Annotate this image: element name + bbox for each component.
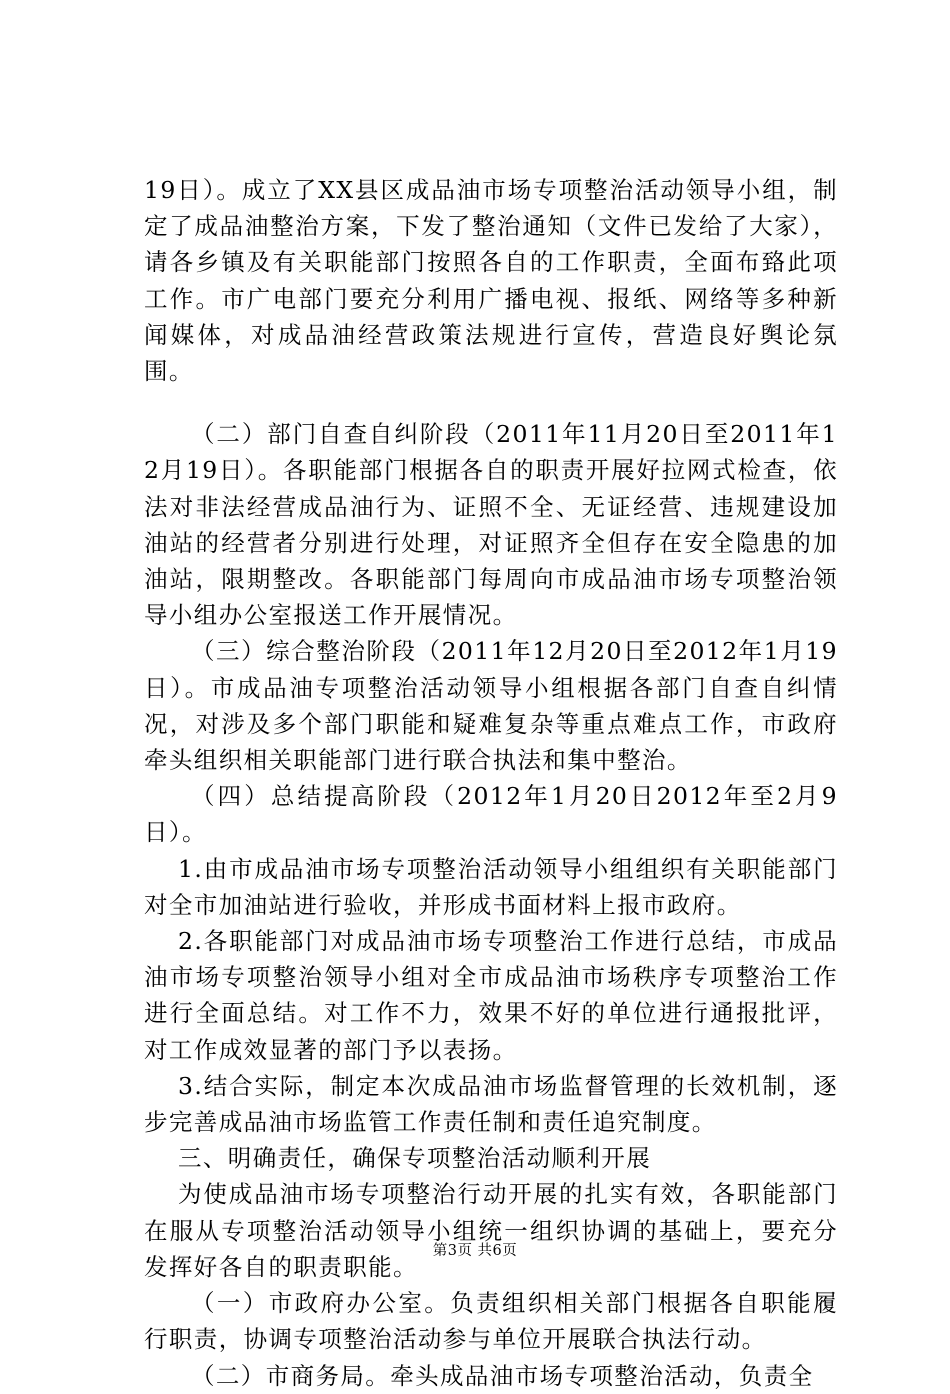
paragraph-item-three: 3.结合实际，制定本次成品油市场监督管理的长效机制，逐步完善成品油市场监管工作责任制和责任追究制度。 (144, 1071, 838, 1137)
paragraph-stage-three: （三）综合整治阶段（2011年12月20日至2012年1月19日）。市成品油专项整治活动领导小组根据各部门自查自纠情况，对涉及多个部门职能和疑难复杂等重点难点工作，市政府牵头组织相关职能部门进行联合执法和集中整治。 (144, 637, 838, 775)
section-heading-responsibility: 三、明确责任，确保专项整治活动顺利开展 (178, 1144, 652, 1173)
paragraph-stage-four: （四）总结提高阶段（2012年1月20日2012年至2月9日）。 (144, 782, 838, 847)
paragraph-item-two: 2.各职能部门对成品油市场专项整治工作进行总结，市成品油市场专项整治领导小组对全市成品油市场秩序专项整治工作进行全面总结。对工作不力，效果不好的单位进行通报批评，对工作成效显著的部门予以表扬。 (144, 927, 838, 1064)
paragraph-gap (144, 389, 838, 416)
page-number-footer: 第3页 共6页 (432, 1243, 518, 1259)
paragraph-item-one: 1.由市成品油市场专项整治活动领导小组组织有关职能部门对全市加油站进行验收，并形成书面材料上报市政府。 (144, 854, 838, 919)
paragraph-stage-two: （二）部门自查自纠阶段（2011年11月20日至2011年12月19日）。各职能部门根据各自的职责开展好拉网式检查，依法对非法经营成品油行为、证照不全、无证经营、违规建设加油站的经营者分别进行处理，对证照齐全但存在安全隐患的加油站，限期整改。各职能部门每周向市成品油市场专项整治领导小组办公室报送工作开展情况。 (144, 420, 838, 630)
paragraph-city-government-office: （一）市政府办公室。负责组织相关部门根据各自职能履行职责，协调专项整治活动参与单位开展联合执法行动。 (144, 1289, 838, 1354)
paragraph-commerce-bureau: （二）市商务局。牵头成品油市场专项整治活动，负责全 (191, 1361, 814, 1390)
document-body (144, 172, 838, 1394)
paragraph-responsibility-intro: 为使成品油市场专项整治行动开展的扎实有效，各职能部门在服从专项整治活动领导小组统一组织协调的基础上，要充分发挥好各自的职责职能。 (144, 1180, 838, 1281)
paragraph-intro-continued: 19日）。成立了XX县区成品油市场专项整治活动领导小组，制定了成品油整治方案，下发了整治通知（文件已发给了大家），请各乡镇及有关职能部门按照各自的工作职责，全面布臵此项工作。市广电部门要充分利用广播电视、报纸、网络等多种新闻媒体，对成品油经营政策法规进行宣传，营造良好舆论氛围。 (144, 176, 838, 386)
